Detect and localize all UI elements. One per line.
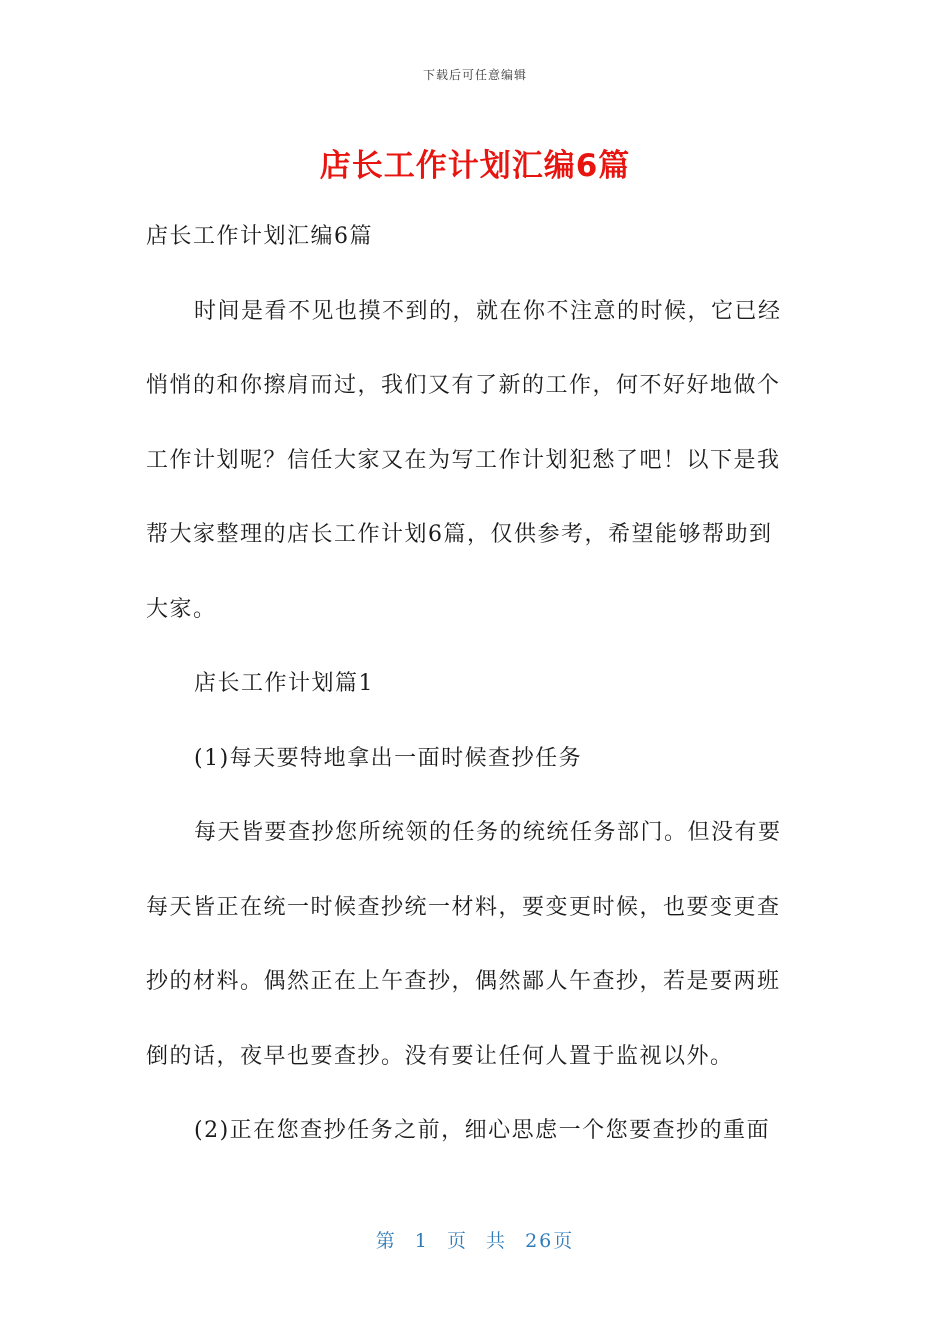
footer-page-label: 第 (375, 1230, 397, 1252)
page-footer (0, 1226, 950, 1253)
intro-paragraph: 时间是看不见也摸不到的，就在你不注意的时候，它已经悄悄的和你擦肩而过，我们又有了新的工作，何不好好地做个工作计划呢？信任大家又在为写工作计划犯愁了吧！以下是我帮大家整理的店长工作计划6篇，仅供参考，希望能够帮助到大家。 (146, 298, 782, 622)
list-item-2: (2)正在您查抄任务之前，细心思虑一个您要查抄的重面 (194, 1118, 771, 1143)
list-item-1-body: 每天皆要查抄您所统领的任务的统统任务部门。但没有要每天皆正在统一时候查抄统一材料，要变更时候，也要变更查抄的材料。偶然正在上午查抄，偶然鄙人午查抄，若是要两班倒的话，夜早也要查抄。没有要让任何人置于监视以外。 (146, 820, 782, 1069)
footer-page-number: 1 (414, 1230, 429, 1252)
document-subtitle: 店长工作计划汇编6篇 (146, 224, 373, 249)
list-item-1: (1)每天要特地拿出一面时候查抄任务 (194, 745, 583, 771)
document-body (146, 200, 794, 1169)
section-heading: 店长工作计划篇1 (194, 671, 374, 696)
header-note: 下载后可任意编辑 (422, 68, 527, 82)
document-title: 店长工作计划汇编6篇 (319, 148, 631, 184)
footer-total-label: 共 (486, 1230, 508, 1252)
footer-total-pages: 26页 (525, 1230, 575, 1252)
footer-page-unit: 页 (446, 1230, 468, 1252)
